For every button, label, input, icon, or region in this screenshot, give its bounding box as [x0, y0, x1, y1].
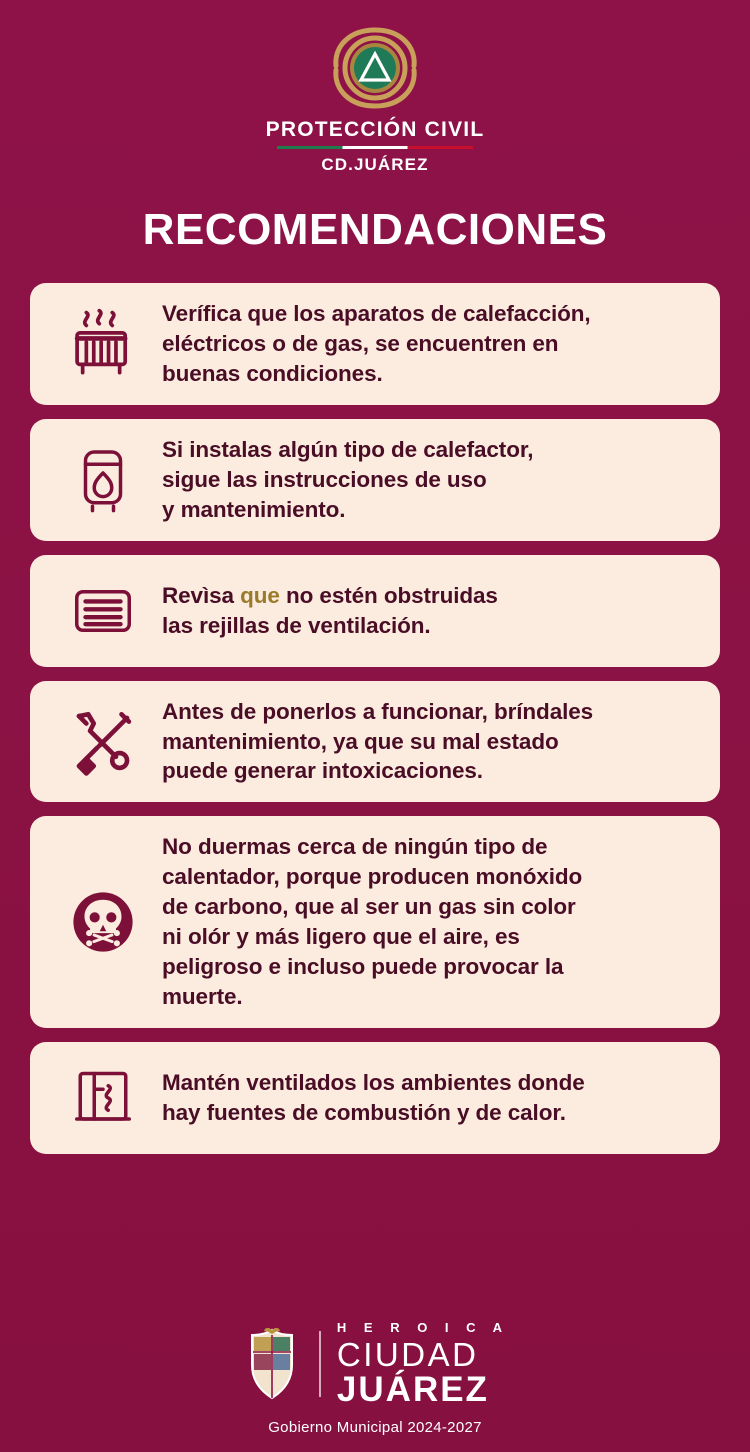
recommendation-list	[0, 283, 750, 1154]
skull-crossbones-icon	[44, 885, 162, 959]
recommendation-text	[162, 299, 591, 389]
footer-brand	[241, 1321, 509, 1407]
text-line: no estén obstruidas	[279, 582, 498, 608]
text-line: hay fuentes de combustión y de calor.	[162, 1099, 566, 1125]
recommendation-text	[162, 832, 582, 1012]
list-item	[30, 419, 720, 541]
text-line: No duermas cerca de ningún tipo de	[162, 834, 548, 860]
text-line: eléctricos o de gas, se encuentren en	[162, 331, 559, 357]
government-line: Gobierno Municipal 2024-2027	[268, 1419, 482, 1436]
list-item	[30, 283, 720, 405]
organization-name: PROTECCIÓN CIVIL	[265, 118, 485, 141]
footer-divider	[319, 1331, 321, 1397]
juarez-coat-of-arms-icon	[241, 1326, 303, 1402]
text-line: las rejillas de ventilación.	[162, 612, 431, 638]
text-line: de carbono, que al ser un gas sin color	[162, 894, 576, 920]
text-line: calentador, porque producen monóxido	[162, 864, 583, 890]
text-highlight: que	[240, 582, 280, 608]
list-item	[30, 555, 720, 667]
text-line: ni olór y más ligero que el aire, es	[162, 924, 520, 950]
text-line: Revìsa	[162, 582, 241, 608]
text-line: y mantenimiento.	[162, 496, 346, 522]
civil-protection-emblem-icon	[320, 22, 430, 114]
text-line: mantenimiento, ya que su mal estado	[162, 728, 559, 754]
header	[0, 0, 750, 255]
recommendation-text	[162, 697, 593, 787]
text-line: Verífica que los aparatos de calefacción,	[162, 301, 591, 327]
page-title: RECOMENDACIONES	[142, 205, 608, 255]
recommendation-text	[162, 1068, 585, 1128]
mexico-flag-rule	[277, 146, 473, 149]
heater-icon	[44, 307, 162, 381]
text-line: sigue las instrucciones de uso	[162, 466, 487, 492]
text-line: Antes de ponerlos a funcionar, bríndales	[162, 698, 594, 724]
text-line: puede generar intoxicaciones.	[162, 758, 483, 784]
brand-heroica: H E R O I C A	[336, 1320, 510, 1335]
list-item	[30, 816, 720, 1028]
list-item	[30, 1042, 720, 1154]
brand-wordmark	[337, 1321, 509, 1407]
recommendation-text	[162, 581, 498, 641]
tools-wrench-screwdriver-icon	[44, 705, 162, 779]
vent-grille-icon	[44, 576, 162, 646]
brand-ciudad: CIUDAD	[336, 1336, 479, 1373]
text-line: Si instalas algún tipo de calefactor,	[162, 436, 534, 462]
city-name: CD.JUÁREZ	[321, 155, 429, 175]
footer	[0, 1321, 750, 1452]
open-window-icon	[44, 1063, 162, 1133]
water-heater-flame-icon	[44, 445, 162, 515]
brand-juarez: JUÁREZ	[336, 1370, 489, 1409]
text-line: buenas condiciones.	[162, 360, 383, 386]
text-line: muerte.	[162, 984, 243, 1009]
recommendation-text	[162, 435, 533, 525]
text-line: Mantén ventilados los ambientes donde	[162, 1070, 585, 1095]
text-line: peligroso e incluso puede provocar la	[162, 954, 564, 980]
list-item	[30, 681, 720, 803]
